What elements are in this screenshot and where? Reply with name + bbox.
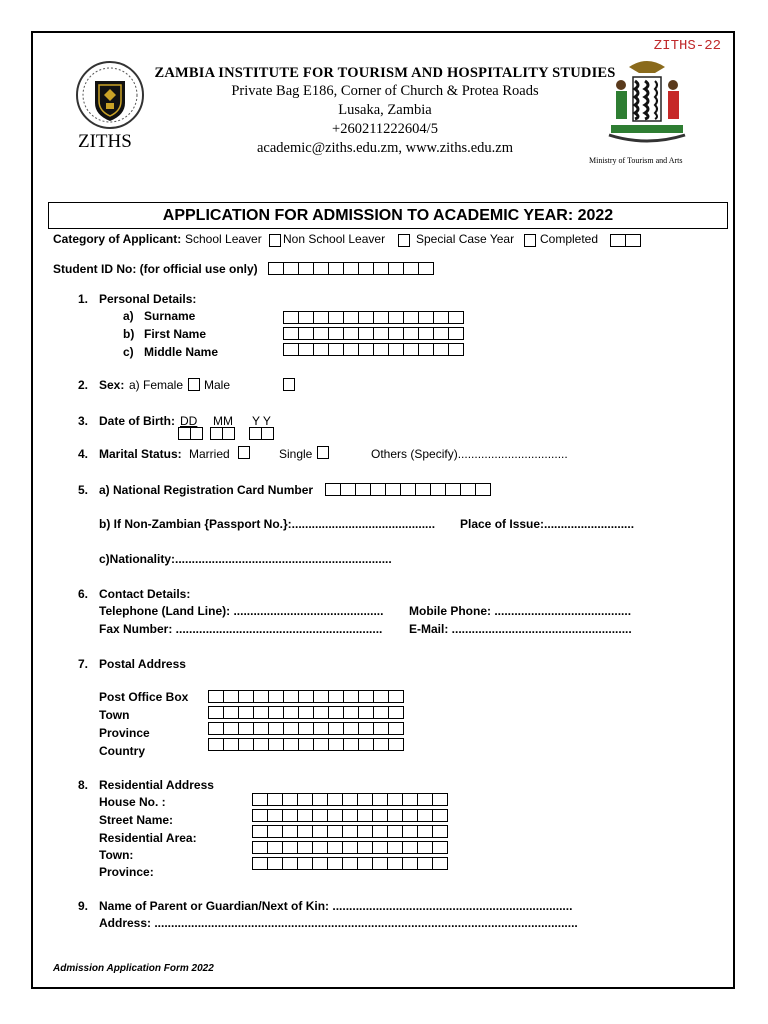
- married-checkbox[interactable]: [238, 446, 250, 459]
- section-9-number: 9.: [78, 899, 89, 913]
- street-name-label: Street Name:: [99, 813, 174, 827]
- category-non-school-leaver: Non School Leaver: [283, 232, 386, 246]
- address-line-2: Lusaka, Zambia: [338, 102, 432, 118]
- dob-year-boxes[interactable]: [249, 427, 274, 440]
- middle-name-letter: c): [123, 345, 134, 359]
- fax-field[interactable]: Fax Number: ..............................................................: [99, 622, 383, 636]
- dob-month-boxes[interactable]: [210, 427, 235, 440]
- first-name-boxes[interactable]: [283, 327, 464, 340]
- category-school-leaver: School Leaver: [185, 232, 262, 246]
- institute-name: ZAMBIA INSTITUTE FOR TOURISM AND HOSPITALITY STUDIES: [154, 65, 616, 81]
- middle-name-boxes[interactable]: [283, 343, 464, 356]
- section-7-number: 7.: [78, 657, 89, 671]
- dob-label: Date of Birth:: [99, 414, 175, 428]
- dob-day-boxes[interactable]: [178, 427, 203, 440]
- postal-town-label: Town: [99, 708, 130, 722]
- guardian-name-field[interactable]: Name of Parent or Guardian/Next of Kin: ........................................................................: [99, 899, 573, 913]
- res-town-label: Town:: [99, 848, 134, 862]
- section-5-number: 5.: [78, 483, 89, 497]
- coat-of-arms-icon: [599, 55, 695, 153]
- others-specify[interactable]: Others (Specify).................................: [371, 447, 568, 461]
- section-6-number: 6.: [78, 587, 89, 601]
- student-id-boxes[interactable]: [268, 262, 434, 275]
- dob-yy: Y Y: [252, 414, 271, 428]
- postal-province-boxes[interactable]: [208, 722, 404, 735]
- section-1-number: 1.: [78, 292, 89, 306]
- section-1-label: Personal Details:: [99, 292, 197, 306]
- residential-area-boxes[interactable]: [252, 825, 448, 838]
- postal-town-boxes[interactable]: [208, 706, 404, 719]
- contact-details-label: Contact Details:: [99, 587, 191, 601]
- ministry-label: Ministry of Tourism and Arts: [589, 156, 683, 165]
- place-of-issue-field[interactable]: Place of Issue:...........................: [460, 517, 635, 531]
- nrc-boxes[interactable]: [325, 483, 491, 496]
- mobile-field[interactable]: Mobile Phone: .........................................: [409, 604, 632, 618]
- guardian-address-field[interactable]: Address: ...............................................................................................................................: [99, 916, 578, 930]
- sex-label: Sex:: [99, 378, 125, 392]
- house-no-boxes[interactable]: [252, 793, 448, 806]
- single-label: Single: [279, 447, 313, 461]
- surname-label: Surname: [144, 309, 196, 323]
- section-8-number: 8.: [78, 778, 89, 792]
- po-box-label: Post Office Box: [99, 690, 189, 704]
- category-completed: Completed: [540, 232, 599, 246]
- house-no-label: House No. :: [99, 795, 166, 809]
- section-3-number: 3.: [78, 414, 89, 428]
- footer-text: Admission Application Form 2022: [53, 963, 214, 974]
- email-field[interactable]: E-Mail: ......................................................: [409, 622, 632, 636]
- male-label: Male: [204, 378, 231, 392]
- single-checkbox[interactable]: [317, 446, 329, 459]
- non-school-leaver-checkbox[interactable]: [398, 234, 410, 247]
- female-label: a) Female: [129, 378, 184, 392]
- married-label: Married: [189, 447, 230, 461]
- section-4-number: 4.: [78, 447, 89, 461]
- school-leaver-checkbox[interactable]: [269, 234, 281, 247]
- special-case-checkbox[interactable]: [524, 234, 536, 247]
- surname-boxes[interactable]: [283, 311, 464, 324]
- residential-address-label: Residential Address: [99, 778, 214, 792]
- nrc-label: a) National Registration Card Number: [99, 483, 314, 497]
- surname-letter: a): [123, 309, 134, 323]
- first-name-label: First Name: [144, 327, 207, 341]
- form-frame: [31, 31, 735, 989]
- street-name-boxes[interactable]: [252, 809, 448, 822]
- telephone-field[interactable]: Telephone (Land Line): .............................................: [99, 604, 384, 618]
- form-code: ZITHS-22: [653, 38, 721, 54]
- first-name-letter: b): [123, 327, 135, 341]
- postal-address-label: Postal Address: [99, 657, 186, 671]
- postal-province-label: Province: [99, 726, 150, 740]
- phone-line: +260211222604/5: [332, 121, 438, 137]
- address-line-1: Private Bag E186, Corner of Church & Protea Roads: [231, 83, 539, 99]
- middle-name-label: Middle Name: [144, 345, 219, 359]
- dob-mm: MM: [213, 414, 233, 428]
- category-label: Category of Applicant:: [53, 232, 182, 246]
- passport-field[interactable]: b) If Non-Zambian {Passport No.}:...........................................: [99, 517, 436, 531]
- postal-country-label: Country: [99, 744, 145, 758]
- postal-country-boxes[interactable]: [208, 738, 404, 751]
- section-2-number: 2.: [78, 378, 89, 392]
- res-town-boxes[interactable]: [252, 841, 448, 854]
- logo-text: ZITHS: [78, 131, 132, 152]
- nationality-field[interactable]: c)Nationality:.................................................................: [99, 552, 392, 566]
- residential-area-label: Residential Area:: [99, 831, 197, 845]
- contact-line: academic@ziths.edu.zm, www.ziths.edu.zm: [256, 140, 513, 156]
- marital-status-label: Marital Status:: [99, 447, 182, 461]
- dob-dd: DD: [180, 414, 198, 428]
- po-box-boxes[interactable]: [208, 690, 404, 703]
- res-province-boxes[interactable]: [252, 857, 448, 870]
- completed-boxes[interactable]: [610, 234, 641, 247]
- category-special-case: Special Case Year: [416, 232, 515, 246]
- student-id-label: Student ID No: (for official use only): [53, 262, 258, 276]
- form-title: APPLICATION FOR ADMISSION TO ACADEMIC YEAR: 2022: [48, 202, 728, 229]
- male-checkbox[interactable]: [283, 378, 295, 391]
- female-checkbox[interactable]: [188, 378, 200, 391]
- res-province-label: Province:: [99, 865, 154, 879]
